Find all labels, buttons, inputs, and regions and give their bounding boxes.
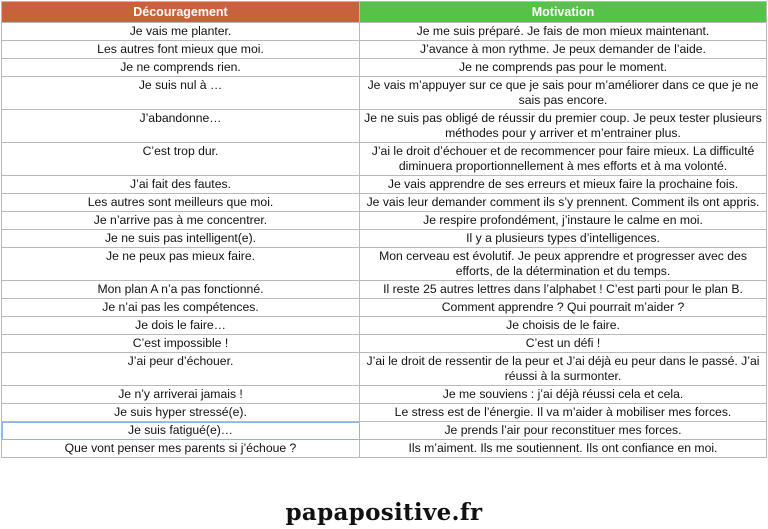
- table-row: [2, 317, 767, 335]
- discouragement-cell[interactable]: Je n’ai pas les compétences.: [2, 299, 360, 317]
- discouragement-cell[interactable]: Je suis fatigué(e)…: [2, 422, 360, 440]
- table-row: [2, 386, 767, 404]
- table-row: [2, 212, 767, 230]
- discouragement-cell[interactable]: J’ai fait des fautes.: [2, 176, 360, 194]
- table-row: [2, 194, 767, 212]
- motivation-cell[interactable]: Le stress est de l’énergie. Il va m’aider à mobiliser mes forces.: [360, 404, 767, 422]
- table-row: [2, 77, 767, 110]
- motivation-cell[interactable]: Je ne comprends pas pour le moment.: [360, 59, 767, 77]
- motivation-cell[interactable]: Je choisis de le faire.: [360, 317, 767, 335]
- discouragement-cell[interactable]: Je ne peux pas mieux faire.: [2, 248, 360, 281]
- table-row: [2, 353, 767, 386]
- table-row: [2, 110, 767, 143]
- motivation-cell[interactable]: C’est un défi !: [360, 335, 767, 353]
- discouragement-cell[interactable]: J’abandonne…: [2, 110, 360, 143]
- table-row: [2, 59, 767, 77]
- motivation-cell[interactable]: Je me suis préparé. Je fais de mon mieux maintenant.: [360, 23, 767, 41]
- motivation-cell[interactable]: Je me souviens : j’ai déjà réussi cela et cela.: [360, 386, 767, 404]
- discouragement-cell[interactable]: Je n’arrive pas à me concentrer.: [2, 212, 360, 230]
- table-header-row: [2, 2, 767, 23]
- discouragement-cell[interactable]: Les autres sont meilleurs que moi.: [2, 194, 360, 212]
- motivation-cell[interactable]: Il y a plusieurs types d’intelligences.: [360, 230, 767, 248]
- motivation-cell[interactable]: Comment apprendre ? Qui pourrait m’aider ?: [360, 299, 767, 317]
- table-row: [2, 440, 767, 458]
- motivation-cell[interactable]: J’ai le droit de ressentir de la peur et J’ai déjà eu peur dans le passé. J’ai réussi à la surmonter.: [360, 353, 767, 386]
- site-watermark: papapositive.fr: [285, 499, 483, 526]
- table-row: [2, 281, 767, 299]
- discouragement-cell[interactable]: Les autres font mieux que moi.: [2, 41, 360, 59]
- motivation-cell[interactable]: Je respire profondément, j’instaure le calme en moi.: [360, 212, 767, 230]
- discouragement-cell[interactable]: Je n’y arriverai jamais !: [2, 386, 360, 404]
- discouragement-cell[interactable]: Je dois le faire…: [2, 317, 360, 335]
- discouragement-cell[interactable]: Je suis hyper stressé(e).: [2, 404, 360, 422]
- discouragement-cell[interactable]: Je suis nul à …: [2, 77, 360, 110]
- discouragement-cell[interactable]: C’est impossible !: [2, 335, 360, 353]
- motivation-cell[interactable]: J’avance à mon rythme. Je peux demander de l’aide.: [360, 41, 767, 59]
- table-row: [2, 299, 767, 317]
- motivation-cell[interactable]: Je prends l’air pour reconstituer mes forces.: [360, 422, 767, 440]
- table-row: [2, 41, 767, 59]
- discouragement-cell[interactable]: C’est trop dur.: [2, 143, 360, 176]
- header-discouragement: Découragement: [2, 2, 360, 23]
- table-row: [2, 248, 767, 281]
- table-row: [2, 23, 767, 41]
- discouragement-cell[interactable]: Mon plan A n’a pas fonctionné.: [2, 281, 360, 299]
- table-body: [2, 23, 767, 458]
- discouragement-cell[interactable]: Je ne suis pas intelligent(e).: [2, 230, 360, 248]
- phrases-table: [1, 1, 767, 458]
- table-row: [2, 143, 767, 176]
- discouragement-cell[interactable]: Je vais me planter.: [2, 23, 360, 41]
- motivation-cell[interactable]: Je ne suis pas obligé de réussir du premier coup. Je peux tester plusieurs méthodes pour y arriver et m’entrainer plus.: [360, 110, 767, 143]
- motivation-cell[interactable]: Je vais leur demander comment ils s’y prennent. Comment ils ont appris.: [360, 194, 767, 212]
- motivation-cell[interactable]: Mon cerveau est évolutif. Je peux apprendre et progresser avec des efforts, de la détermination et du temps.: [360, 248, 767, 281]
- discouragement-cell[interactable]: Je ne comprends rien.: [2, 59, 360, 77]
- discouragement-cell[interactable]: Que vont penser mes parents si j’échoue ?: [2, 440, 360, 458]
- discouragement-cell[interactable]: J’ai peur d’échouer.: [2, 353, 360, 386]
- motivation-cell[interactable]: Ils m’aiment. Ils me soutiennent. Ils ont confiance en moi.: [360, 440, 767, 458]
- table-row: [2, 335, 767, 353]
- table-row: [2, 404, 767, 422]
- motivation-cell[interactable]: Il reste 25 autres lettres dans l’alphabet ! C’est parti pour le plan B.: [360, 281, 767, 299]
- header-motivation: Motivation: [360, 2, 767, 23]
- motivation-cell[interactable]: Je vais m’appuyer sur ce que je sais pour m’améliorer dans ce que je ne sais pas encore.: [360, 77, 767, 110]
- table-row: [2, 422, 767, 440]
- table-row: [2, 176, 767, 194]
- motivation-cell[interactable]: J’ai le droit d’échouer et de recommencer pour faire mieux. La difficulté diminuera proportionnellement à mes efforts et à ma volonté.: [360, 143, 767, 176]
- table-row: [2, 230, 767, 248]
- motivation-cell[interactable]: Je vais apprendre de ses erreurs et mieux faire la prochaine fois.: [360, 176, 767, 194]
